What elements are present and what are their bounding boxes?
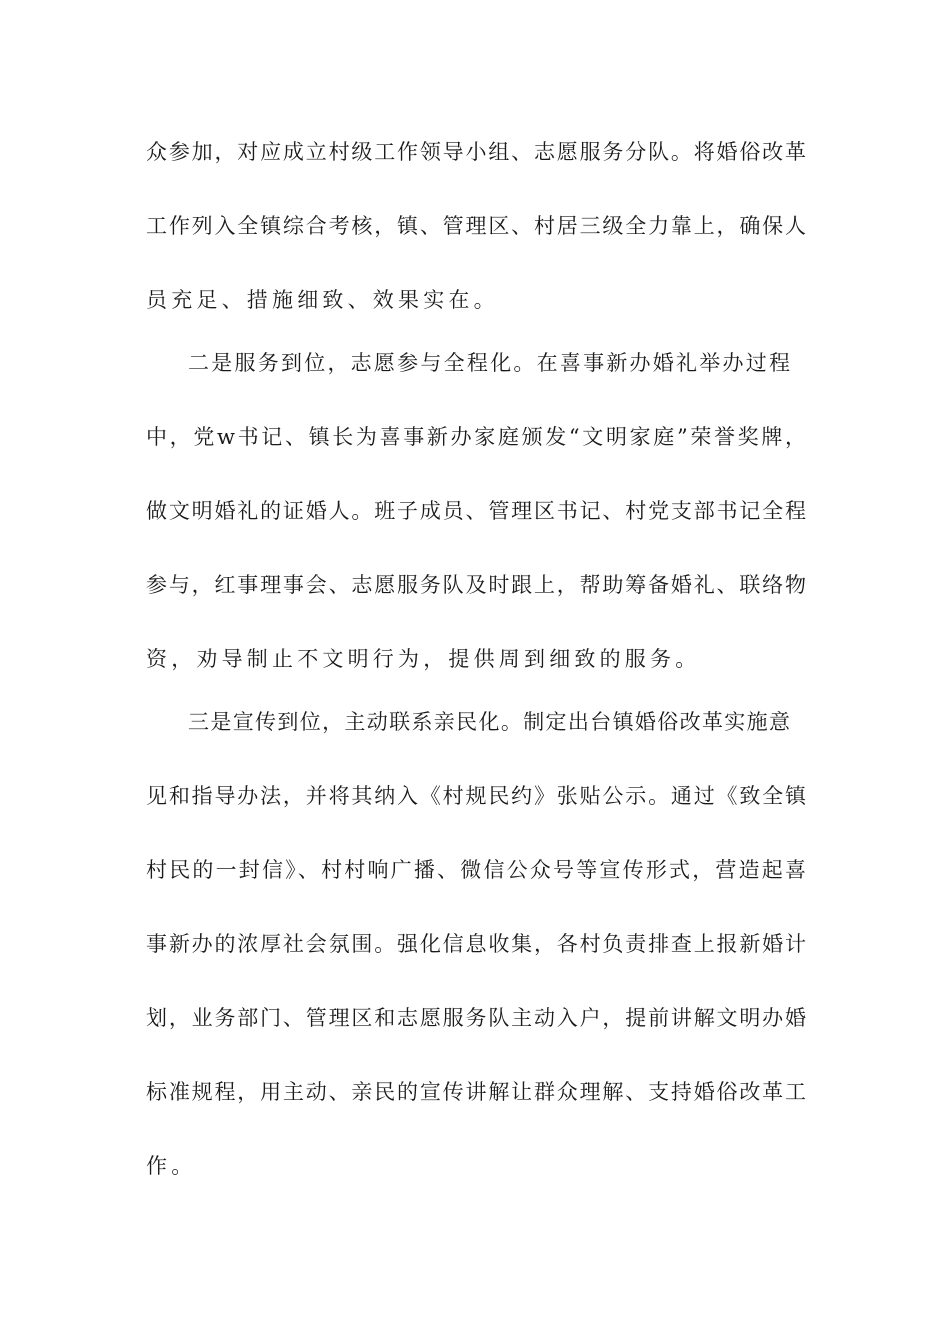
text-line-13: 划，业务部门、管理区和志愿服务队主动入户，提前讲解文明办婚: [146, 1006, 806, 1030]
text-line-15: 作。: [146, 1154, 197, 1178]
text-line-12: 事新办的浓厚社会氛围。强化信息收集，各村负责排查上报新婚计: [146, 932, 806, 956]
text-line-11: 村民的一封信》、村村响广播、微信公众号等宣传形式，营造起喜: [146, 858, 806, 882]
text-line-2: 工作列入全镇综合考核，镇、管理区、村居三级全力靠上，确保人: [146, 214, 806, 238]
text-line-6: 做文明婚礼的证婚人。班子成员、管理区书记、村党支部书记全程: [146, 499, 806, 523]
text-line-5: 中，党w书记、镇长为喜事新办家庭颁发“文明家庭”荣誉奖牌，: [146, 425, 806, 449]
text-line-7: 参与，红事理事会、志愿服务队及时跟上，帮助筹备婚礼、联络物: [146, 573, 806, 597]
text-line-14: 标准规程，用主动、亲民的宣传讲解让群众理解、支持婚俗改革工: [146, 1080, 806, 1104]
text-line-1: 众参加，对应成立村级工作领导小组、志愿服务分队。将婚俗改革: [146, 140, 806, 164]
text-line-10: 见和指导办法，并将其纳入《村规民约》张贴公示。通过《致全镇: [146, 784, 806, 808]
text-line-3: 员充足、措施细致、效果实在。: [146, 288, 499, 312]
text-line-8: 资，劝导制止不文明行为，提供周到细致的服务。: [146, 647, 701, 671]
text-line-4: 二是服务到位，志愿参与全程化。在喜事新办婚礼举办过程: [188, 351, 790, 375]
text-line-9: 三是宣传到位，主动联系亲民化。制定出台镇婚俗改革实施意: [188, 710, 790, 734]
